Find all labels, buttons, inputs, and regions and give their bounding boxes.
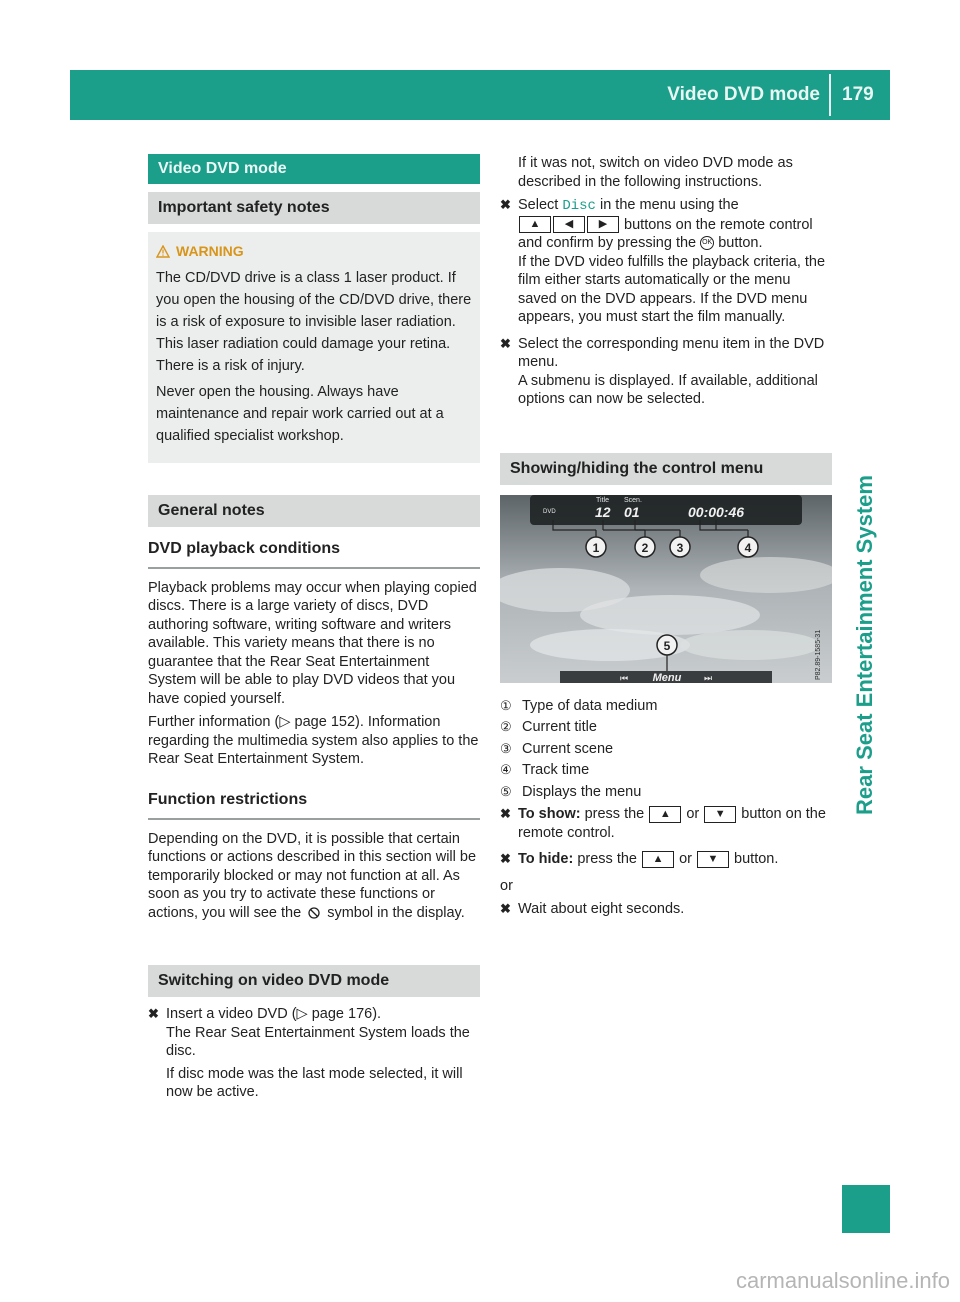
photo-label-title: Title bbox=[596, 496, 609, 504]
control-menu-photo bbox=[500, 495, 832, 683]
legend-item bbox=[500, 783, 832, 802]
side-label: Rear Seat Entertainment System bbox=[852, 475, 877, 815]
right-key-icon: ▶ bbox=[587, 216, 619, 233]
legend-num: ⑤ bbox=[500, 783, 512, 799]
legend-num: ③ bbox=[500, 740, 512, 756]
keys-text: buttons on the remote control and confirm by pressing the bbox=[518, 216, 813, 251]
dvd-conditions-text-2: Further information (▷ page 152). Information regarding the multimedia system also applies to the Rear Seat Entertainment System. bbox=[148, 714, 479, 767]
legend-item bbox=[500, 718, 832, 737]
keys-line bbox=[518, 216, 832, 253]
up-key-icon: ▲ bbox=[519, 216, 551, 233]
step-arrow-icon: ✖ bbox=[148, 1006, 159, 1021]
photo-top-bar bbox=[530, 495, 802, 525]
hide-text-a: press the bbox=[577, 851, 637, 867]
prohibited-icon bbox=[308, 907, 320, 919]
warning-icon bbox=[156, 245, 170, 258]
ok-button-icon: OK bbox=[700, 236, 714, 250]
warning-text-2: Never open the housing. Always have maintenance and repair work carried out at a qualified specialist workshop. bbox=[156, 383, 444, 444]
warning-box bbox=[148, 232, 480, 463]
legend-num: ② bbox=[500, 719, 512, 734]
hide-label: To hide: bbox=[518, 851, 574, 867]
menu-item-step-text-2: A submenu is displayed. If available, additional options can now be selected. bbox=[518, 372, 818, 407]
down-key-icon: ▼ bbox=[704, 806, 736, 823]
photo-label-scene: Scen. bbox=[624, 496, 642, 504]
show-step bbox=[500, 805, 832, 846]
function-restrictions-title: Function restrictions bbox=[148, 790, 480, 820]
up-key-icon: ▲ bbox=[642, 851, 674, 868]
warning-label: WARNING bbox=[176, 243, 244, 259]
show-label: To show: bbox=[518, 806, 581, 822]
legend-num: ① bbox=[500, 697, 512, 713]
legend-text: Type of data medium bbox=[522, 697, 658, 714]
show-hide-title: Showing/hiding the control menu bbox=[500, 453, 832, 485]
warning-text-1: The CD/DVD drive is a class 1 laser product. If you open the housing of the CD/DVD drive, there is a risk of exposure to invisible laser radiation. This laser radiation could damage your retina. There is a risk of injury. bbox=[156, 269, 472, 374]
dvd-conditions-text-1: Playback problems may occur when playing copied discs. There is a large variety of discs, DVD authoring software, writing software and writers available. This variety means that there is no guarantee that the Rear Seat Entertainment System will be able to play DVD videos that you have copied yourself. bbox=[148, 579, 477, 707]
legend-text: Displays the menu bbox=[522, 783, 642, 800]
switch-step bbox=[148, 1005, 480, 1106]
intro-text: If it was not, switch on video DVD mode as described in the following instructions. bbox=[518, 155, 793, 190]
photo-title-value: 12 bbox=[595, 503, 611, 520]
switch-note: If disc mode was the last mode selected, it will now be active. bbox=[166, 1065, 463, 1100]
side-tab bbox=[842, 1185, 890, 1233]
photo-menu-label: Menu bbox=[652, 671, 682, 683]
wait-step bbox=[500, 900, 832, 923]
switch-step-text: Insert a video DVD (▷ page 176). bbox=[166, 1006, 382, 1022]
photo-code: P82.89-1585-31 bbox=[815, 629, 822, 680]
hide-text-b: button. bbox=[734, 851, 779, 867]
legend-text: Current title bbox=[522, 719, 597, 735]
left-column bbox=[148, 154, 480, 1110]
menu-item-step bbox=[500, 335, 832, 413]
svg-text:4: 4 bbox=[744, 540, 752, 555]
show-text-a: press the bbox=[584, 806, 645, 822]
select-disc-line bbox=[518, 196, 832, 216]
menu-item-disc: Disc bbox=[562, 198, 596, 214]
photo-scene-value: 01 bbox=[624, 503, 640, 520]
step-arrow-icon: ✖ bbox=[500, 806, 511, 821]
left-key-icon: ◀ bbox=[553, 216, 585, 233]
hide-step-text bbox=[518, 850, 832, 869]
keys-text-2: button. bbox=[718, 235, 763, 251]
footer-watermark: carmanualsonline.info bbox=[735, 1268, 950, 1293]
legend-item bbox=[500, 761, 832, 780]
dvd-conditions-title: DVD playback conditions bbox=[148, 539, 480, 569]
safety-notes-title: Important safety notes bbox=[148, 192, 480, 224]
svg-text:3: 3 bbox=[676, 540, 684, 555]
general-notes-title: General notes bbox=[148, 495, 480, 527]
step-arrow-icon: ✖ bbox=[500, 335, 511, 351]
svg-text:1: 1 bbox=[592, 540, 600, 555]
switching-on-title: Switching on video DVD mode bbox=[148, 965, 480, 997]
function-restrictions-text bbox=[148, 830, 480, 923]
side-label-container bbox=[840, 140, 890, 1190]
legend-item bbox=[500, 697, 832, 716]
function-text-after: symbol in the display. bbox=[327, 904, 465, 921]
photo-prev-icon: ⏮ bbox=[620, 672, 629, 683]
switch-step-text-2: The Rear Seat Entertainment System loads the disc. bbox=[166, 1024, 470, 1059]
wait-step-text: Wait about eight seconds. bbox=[518, 901, 685, 917]
warning-header bbox=[156, 242, 472, 261]
select-pre: Select bbox=[518, 197, 559, 213]
hide-step bbox=[500, 850, 832, 873]
legend-item bbox=[500, 740, 832, 759]
show-step-text bbox=[518, 805, 832, 842]
menu-item-step-text: Select the corresponding menu item in the DVD menu. bbox=[518, 335, 825, 370]
or-text: or bbox=[500, 877, 513, 894]
legend-num: ④ bbox=[500, 762, 512, 777]
header-divider bbox=[829, 74, 831, 116]
photo-disc-type: DVD bbox=[543, 508, 556, 515]
photo-time-value: 00:00:46 bbox=[688, 503, 745, 520]
legend-text: Current scene bbox=[522, 740, 614, 757]
show-text-b: button on the remote control. bbox=[518, 806, 826, 841]
photo-next-icon: ⏭ bbox=[704, 672, 713, 683]
step-arrow-icon: ✖ bbox=[500, 197, 511, 212]
down-key-icon: ▼ bbox=[697, 851, 729, 868]
select-disc-result: If the DVD video fulfills the playback criteria, the film either starts automatically or the menu saved on the DVD appears. If the DVD menu appears, you must start the film manually. bbox=[518, 253, 826, 325]
legend-text: Track time bbox=[522, 762, 590, 778]
svg-text:5: 5 bbox=[663, 638, 671, 653]
legend-list bbox=[500, 697, 832, 802]
step-arrow-icon: ✖ bbox=[500, 851, 511, 866]
up-key-icon: ▲ bbox=[649, 806, 681, 823]
hide-text-or: or bbox=[679, 851, 692, 867]
section-title-video-dvd: Video DVD mode bbox=[148, 154, 480, 184]
show-text-or: or bbox=[686, 806, 700, 822]
page-number: 179 bbox=[842, 84, 874, 105]
svg-text:2: 2 bbox=[641, 540, 649, 555]
right-column bbox=[500, 154, 832, 927]
header-title: Video DVD mode bbox=[667, 84, 820, 105]
select-disc-step bbox=[500, 196, 832, 331]
function-text-before: Depending on the DVD, it is possible that certain functions or actions described in this section will be temporarily blocked or may not function at all. As soon as you try to activate these functions or actions, you will see the bbox=[148, 830, 477, 921]
select-post: in the menu using the bbox=[599, 197, 739, 213]
step-arrow-icon: ✖ bbox=[500, 901, 511, 916]
